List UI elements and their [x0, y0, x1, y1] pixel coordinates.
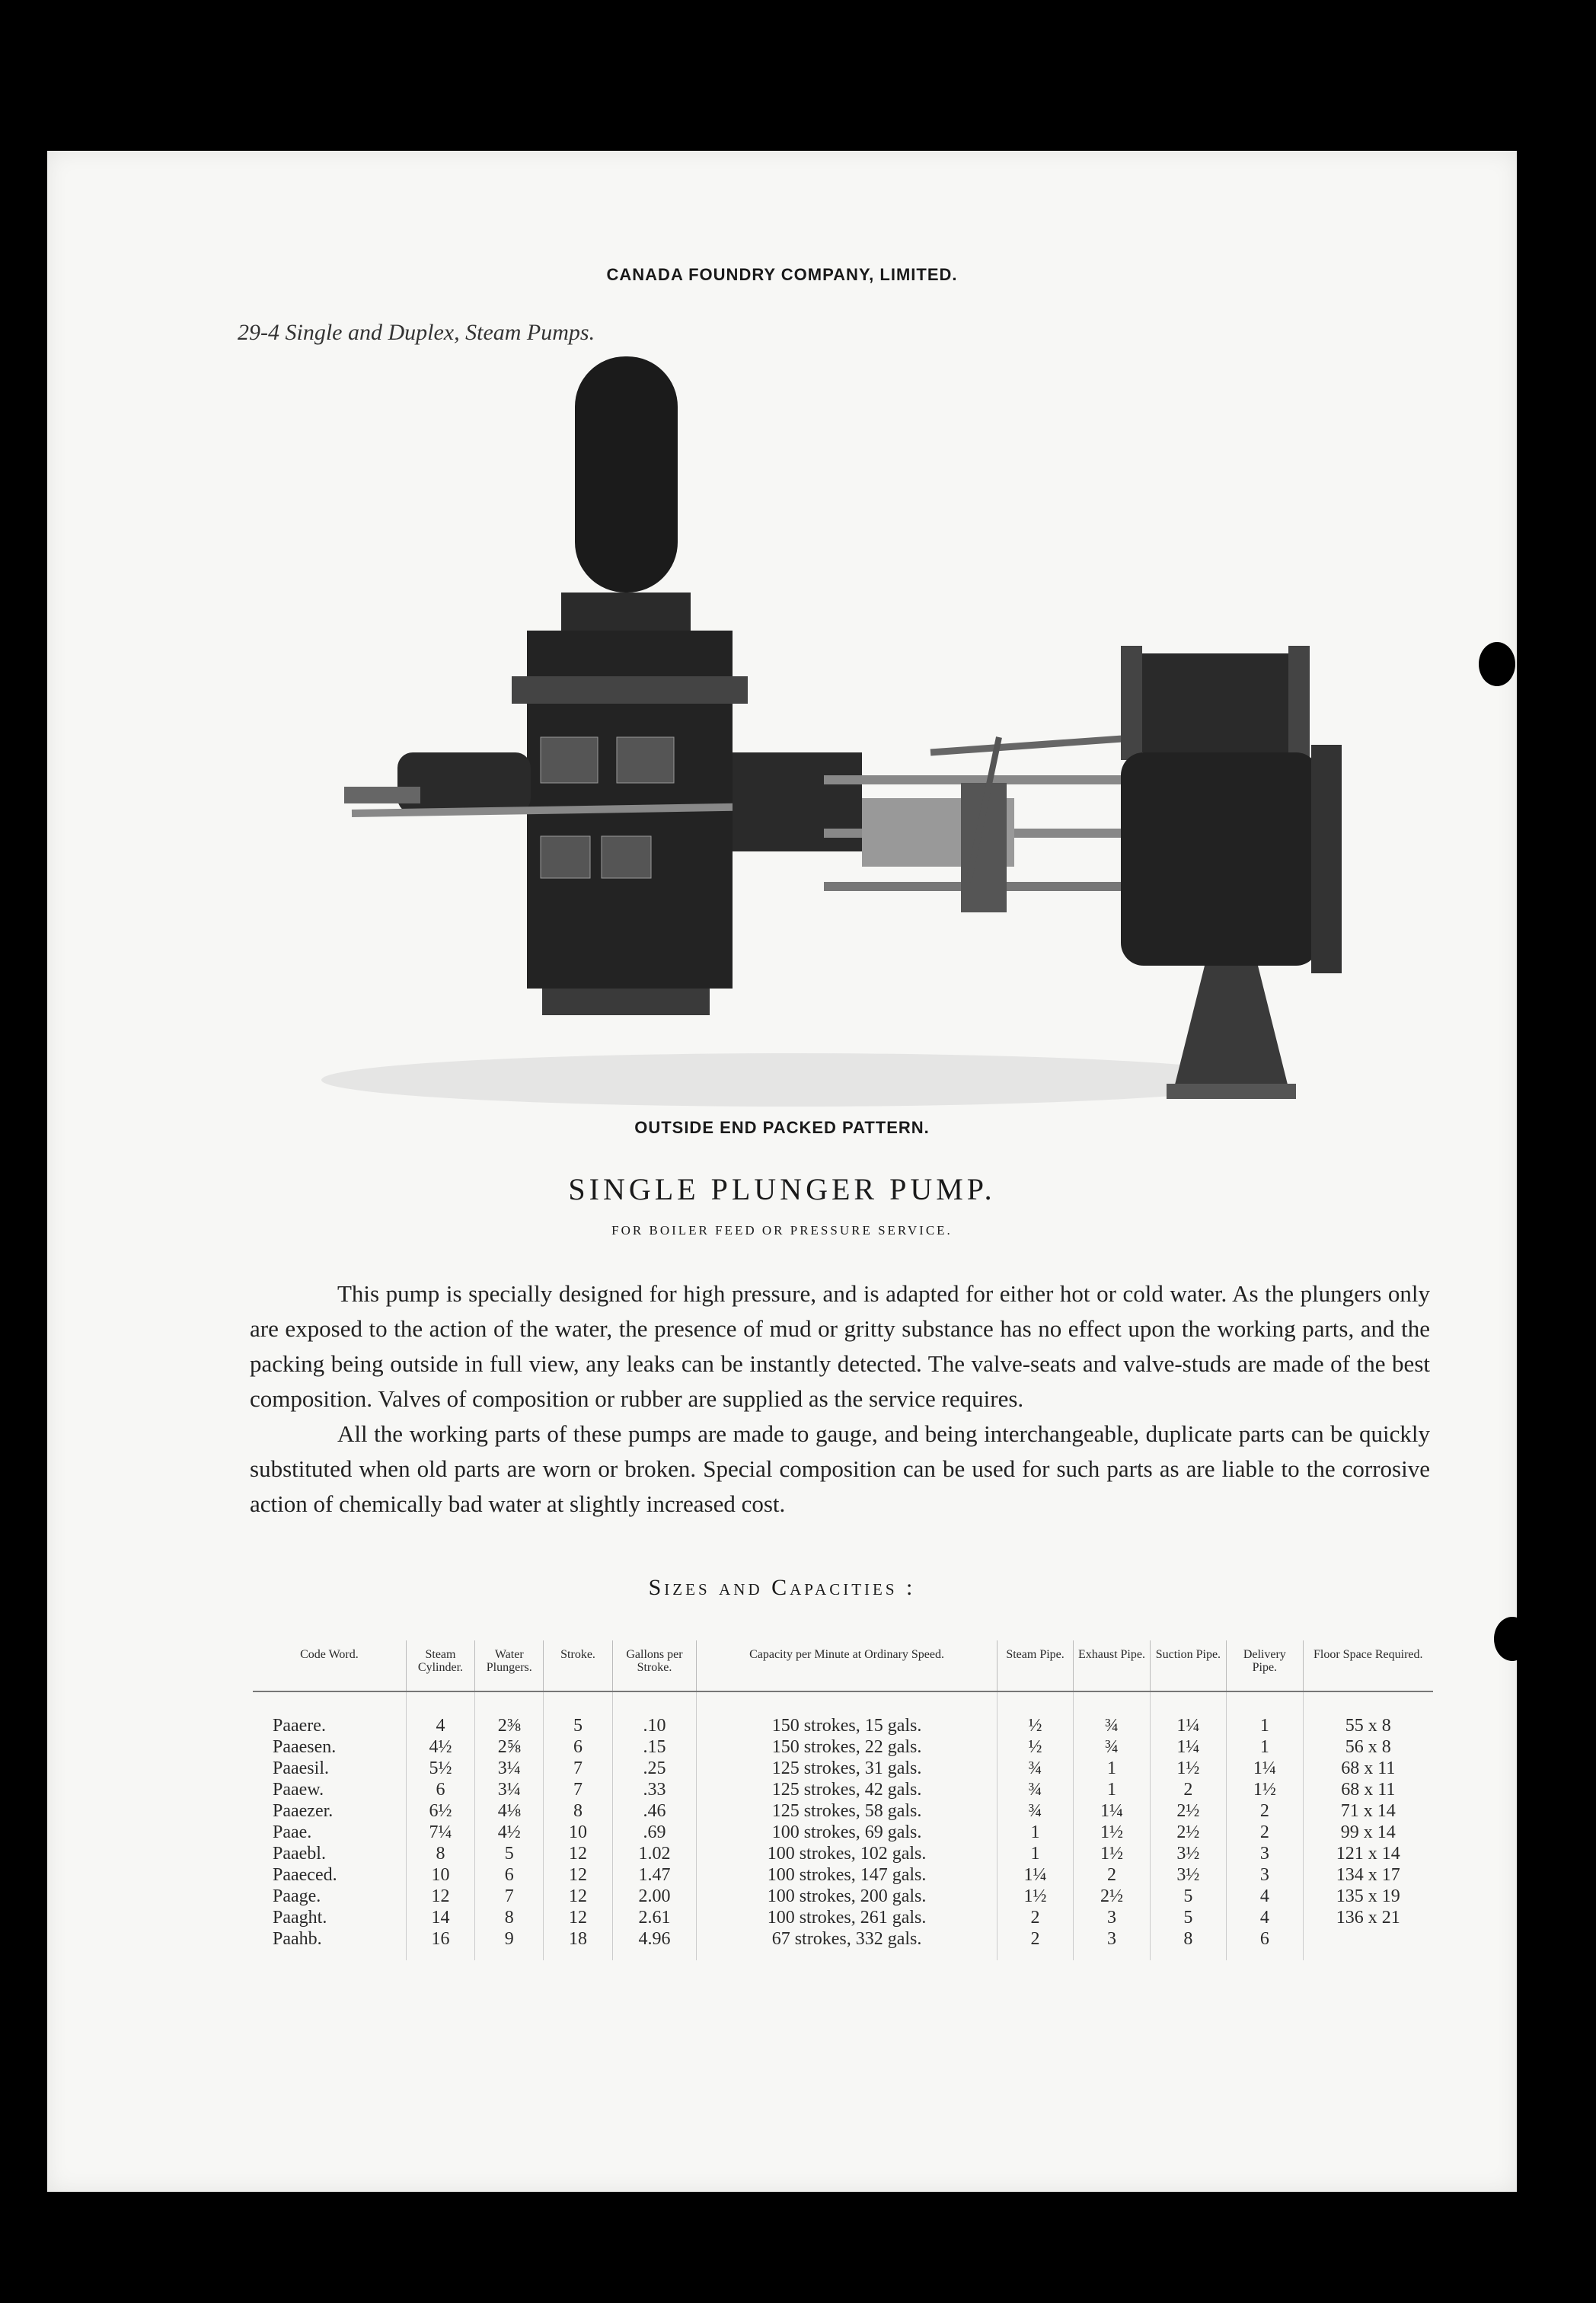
table-cell: ½ — [997, 1736, 1073, 1758]
table-row — [253, 1800, 1433, 1822]
table-cell: 121 x 14 — [1336, 1843, 1400, 1864]
table-cell: ¾ — [997, 1758, 1073, 1779]
col-header: Stroke. — [544, 1640, 612, 1691]
table-cell: 5 — [544, 1691, 612, 1736]
table-cell: 12 — [544, 1886, 612, 1907]
table-cell: 9 — [475, 1928, 544, 1960]
table-cell: 5½ — [406, 1758, 474, 1779]
table-cell: 6 — [475, 1864, 544, 1886]
table-cell: 100 strokes, 147 gals. — [697, 1864, 998, 1886]
table-cell: 100 strokes, 200 gals. — [697, 1886, 998, 1907]
table-cell: 134 x 17 — [1336, 1864, 1400, 1885]
table-cell: 100 strokes, 69 gals. — [697, 1822, 998, 1843]
code-word-cell: Paaew. — [253, 1779, 406, 1800]
table-row — [253, 1736, 1433, 1758]
table-cell: ¾ — [997, 1800, 1073, 1822]
table-cell: 150 strokes, 22 gals. — [697, 1736, 998, 1758]
sizes-heading: Sizes and Capacities : — [648, 1575, 916, 1600]
paragraph: This pump is specially designed for high pressure, and is adapted for either hot or cold water. As the plungers only are exposed to the action of the water, the presence of mud or gritty substance has no effect upon the working parts, and the packing being outside in full view, any leaks can be instantly detected. The valve-seats and valve-studs are made of the best composition. Valves of composition or rubber are supplied as the service requires. — [250, 1280, 1430, 1412]
table-cell: 7 — [544, 1758, 612, 1779]
table-cell: 4½ — [406, 1736, 474, 1758]
code-word-cell: Paaere. — [253, 1691, 406, 1736]
table-cell: 8 — [544, 1800, 612, 1822]
table-cell: 6½ — [406, 1800, 474, 1822]
company-header: CANADA FOUNDRY COMPANY, LIMITED. — [606, 265, 958, 284]
table-cell: 1¼ — [1074, 1800, 1150, 1822]
page-subtitle: FOR BOILER FEED OR PRESSURE SERVICE. — [611, 1223, 953, 1238]
col-header: Gallons per Stroke. — [612, 1640, 697, 1691]
table-cell: 2 — [997, 1928, 1073, 1960]
table-cell: 56 x 8 — [1345, 1736, 1391, 1757]
table-cell: 100 strokes, 102 gals. — [697, 1843, 998, 1864]
table-cell — [1303, 1928, 1433, 1960]
table-row — [253, 1691, 1433, 1736]
table-cell: ¾ — [1074, 1736, 1150, 1758]
col-header: Exhaust Pipe. — [1074, 1640, 1150, 1691]
table-cell: 7¼ — [406, 1822, 474, 1843]
table-cell: 8 — [1150, 1928, 1226, 1960]
binder-hole — [1479, 642, 1515, 686]
col-header: Steam Pipe. — [997, 1640, 1073, 1691]
table-cell: 4⅛ — [475, 1800, 544, 1822]
table-cell: 4 — [1227, 1907, 1303, 1928]
table-cell: 3½ — [1150, 1843, 1226, 1864]
table-row — [253, 1928, 1433, 1960]
code-word-cell: Paaeced. — [253, 1864, 406, 1886]
table-cell: 12 — [544, 1864, 612, 1886]
code-word-cell: Paaght. — [253, 1907, 406, 1928]
table-cell: 1¼ — [1150, 1736, 1226, 1758]
table-cell: 8 — [406, 1843, 474, 1864]
table-row — [253, 1864, 1433, 1886]
table-cell: ¾ — [997, 1779, 1073, 1800]
table-cell: 1½ — [1227, 1779, 1303, 1800]
table-cell: 3 — [1227, 1864, 1303, 1886]
table-cell: 1½ — [1074, 1843, 1150, 1864]
sizes-table — [253, 1640, 1433, 1960]
table-cell: 5 — [475, 1843, 544, 1864]
table-cell: 2⅜ — [475, 1691, 544, 1736]
table-row — [253, 1822, 1433, 1843]
catalog-page — [47, 151, 1517, 2192]
table-cell: 3 — [1074, 1907, 1150, 1928]
col-header: Capacity per Minute at Ordinary Speed. — [697, 1640, 998, 1691]
table-cell: .46 — [612, 1800, 697, 1822]
table-cell: 16 — [406, 1928, 474, 1960]
table-cell: 1 — [1074, 1758, 1150, 1779]
code-word-cell: Paahb. — [253, 1928, 406, 1960]
table-cell: 8 — [475, 1907, 544, 1928]
table-cell: 1¼ — [1150, 1691, 1226, 1736]
table-cell: 68 x 11 — [1341, 1758, 1396, 1778]
col-header: Code Word. — [253, 1640, 406, 1691]
pump-illustration — [298, 356, 1365, 1194]
col-header: Suction Pipe. — [1150, 1640, 1226, 1691]
code-word-cell: Paaezer. — [253, 1800, 406, 1822]
table-cell: 2.61 — [612, 1907, 697, 1928]
col-header: Steam Cylinder. — [406, 1640, 474, 1691]
table-cell: 55 x 8 — [1345, 1715, 1391, 1736]
table-cell: 2 — [1227, 1800, 1303, 1822]
table-body — [253, 1691, 1433, 1960]
code-word-cell: Paaesil. — [253, 1758, 406, 1779]
table-cell: ½ — [997, 1691, 1073, 1736]
binder-hole — [1494, 1617, 1531, 1661]
table-cell: 3¼ — [475, 1758, 544, 1779]
table-cell: 2½ — [1150, 1822, 1226, 1843]
table-cell: 10 — [544, 1822, 612, 1843]
table-cell: 2⅝ — [475, 1736, 544, 1758]
table-cell: 7 — [544, 1779, 612, 1800]
table-cell: 18 — [544, 1928, 612, 1960]
table-cell: 1¼ — [1227, 1758, 1303, 1779]
table-cell: .10 — [612, 1691, 697, 1736]
table-cell: .69 — [612, 1822, 697, 1843]
table-cell: 4.96 — [612, 1928, 697, 1960]
table-cell: 10 — [406, 1864, 474, 1886]
table-cell: 1½ — [1150, 1758, 1226, 1779]
table-cell: 71 x 14 — [1340, 1800, 1396, 1821]
table-cell: 1½ — [1074, 1822, 1150, 1843]
table-cell: 5 — [1150, 1886, 1226, 1907]
table-cell: 7 — [475, 1886, 544, 1907]
table-cell: 2 — [1227, 1822, 1303, 1843]
table-cell: 12 — [544, 1843, 612, 1864]
code-word-cell: Paage. — [253, 1886, 406, 1907]
table-cell: 2.00 — [612, 1886, 697, 1907]
table-row — [253, 1779, 1433, 1800]
table-cell: 3 — [1227, 1843, 1303, 1864]
table-cell: 2½ — [1150, 1800, 1226, 1822]
table-row — [253, 1758, 1433, 1779]
table-cell: 2 — [997, 1907, 1073, 1928]
page-title: SINGLE PLUNGER PUMP. — [568, 1172, 996, 1206]
code-word-cell: Paaebl. — [253, 1843, 406, 1864]
table-cell: 125 strokes, 58 gals. — [697, 1800, 998, 1822]
table-cell: 12 — [406, 1886, 474, 1907]
table-cell: 1½ — [997, 1886, 1073, 1907]
col-header: Water Plungers. — [475, 1640, 544, 1691]
table-cell: 1 — [1074, 1779, 1150, 1800]
col-header: Delivery Pipe. — [1227, 1640, 1303, 1691]
table-cell: 6 — [1227, 1928, 1303, 1960]
table-cell: 4 — [406, 1691, 474, 1736]
table-cell: 14 — [406, 1907, 474, 1928]
table-row — [253, 1886, 1433, 1907]
table-cell: 125 strokes, 42 gals. — [697, 1779, 998, 1800]
table-cell: .25 — [612, 1758, 697, 1779]
table-row — [253, 1907, 1433, 1928]
table-cell: 2½ — [1074, 1886, 1150, 1907]
table-cell: .33 — [612, 1779, 697, 1800]
table-cell: 5 — [1150, 1907, 1226, 1928]
table-cell: 6 — [544, 1736, 612, 1758]
table-cell: 3¼ — [475, 1779, 544, 1800]
table-cell: 135 x 19 — [1336, 1886, 1400, 1906]
table-cell: 1 — [997, 1822, 1073, 1843]
table-cell: 1.02 — [612, 1843, 697, 1864]
table-cell: ¾ — [1074, 1691, 1150, 1736]
illustration-caption: OUTSIDE END PACKED PATTERN. — [634, 1118, 930, 1137]
table-cell: 3½ — [1150, 1864, 1226, 1886]
table-cell: 1.47 — [612, 1864, 697, 1886]
description — [250, 1276, 1430, 1522]
table-cell: 3 — [1074, 1928, 1150, 1960]
table-cell: 100 strokes, 261 gals. — [697, 1907, 998, 1928]
table-cell: 1¼ — [997, 1864, 1073, 1886]
table-cell: 1 — [1227, 1691, 1303, 1736]
code-word-cell: Paaesen. — [253, 1736, 406, 1758]
handwritten-note: 29-4 Single and Duplex, Steam Pumps. — [238, 320, 595, 345]
table-cell: 1 — [997, 1843, 1073, 1864]
table-cell: 68 x 11 — [1341, 1779, 1396, 1800]
table-cell: 12 — [544, 1907, 612, 1928]
table-cell: 136 x 21 — [1336, 1907, 1400, 1928]
table-header-row — [253, 1640, 1433, 1691]
table-cell: 1 — [1227, 1736, 1303, 1758]
col-header: Floor Space Required. — [1303, 1640, 1433, 1691]
table-cell: .15 — [612, 1736, 697, 1758]
table-cell: 2 — [1074, 1864, 1150, 1886]
table-cell: 4 — [1227, 1886, 1303, 1907]
table-row — [253, 1843, 1433, 1864]
table-cell: 6 — [406, 1779, 474, 1800]
code-word-cell: Paae. — [253, 1822, 406, 1843]
table-cell: 150 strokes, 15 gals. — [697, 1691, 998, 1736]
table-cell: 67 strokes, 332 gals. — [697, 1928, 998, 1960]
table-cell: 4½ — [475, 1822, 544, 1843]
table-cell: 99 x 14 — [1340, 1822, 1396, 1842]
table-cell: 125 strokes, 31 gals. — [697, 1758, 998, 1779]
paragraph: All the working parts of these pumps are made to gauge, and being interchangeable, duplicate parts can be quickly substituted when old parts are worn or broken. Special composition can be used for such parts as are liable to the corrosive action of chemically bad water at slightly increased cost. — [250, 1420, 1430, 1517]
table-cell: 2 — [1150, 1779, 1226, 1800]
